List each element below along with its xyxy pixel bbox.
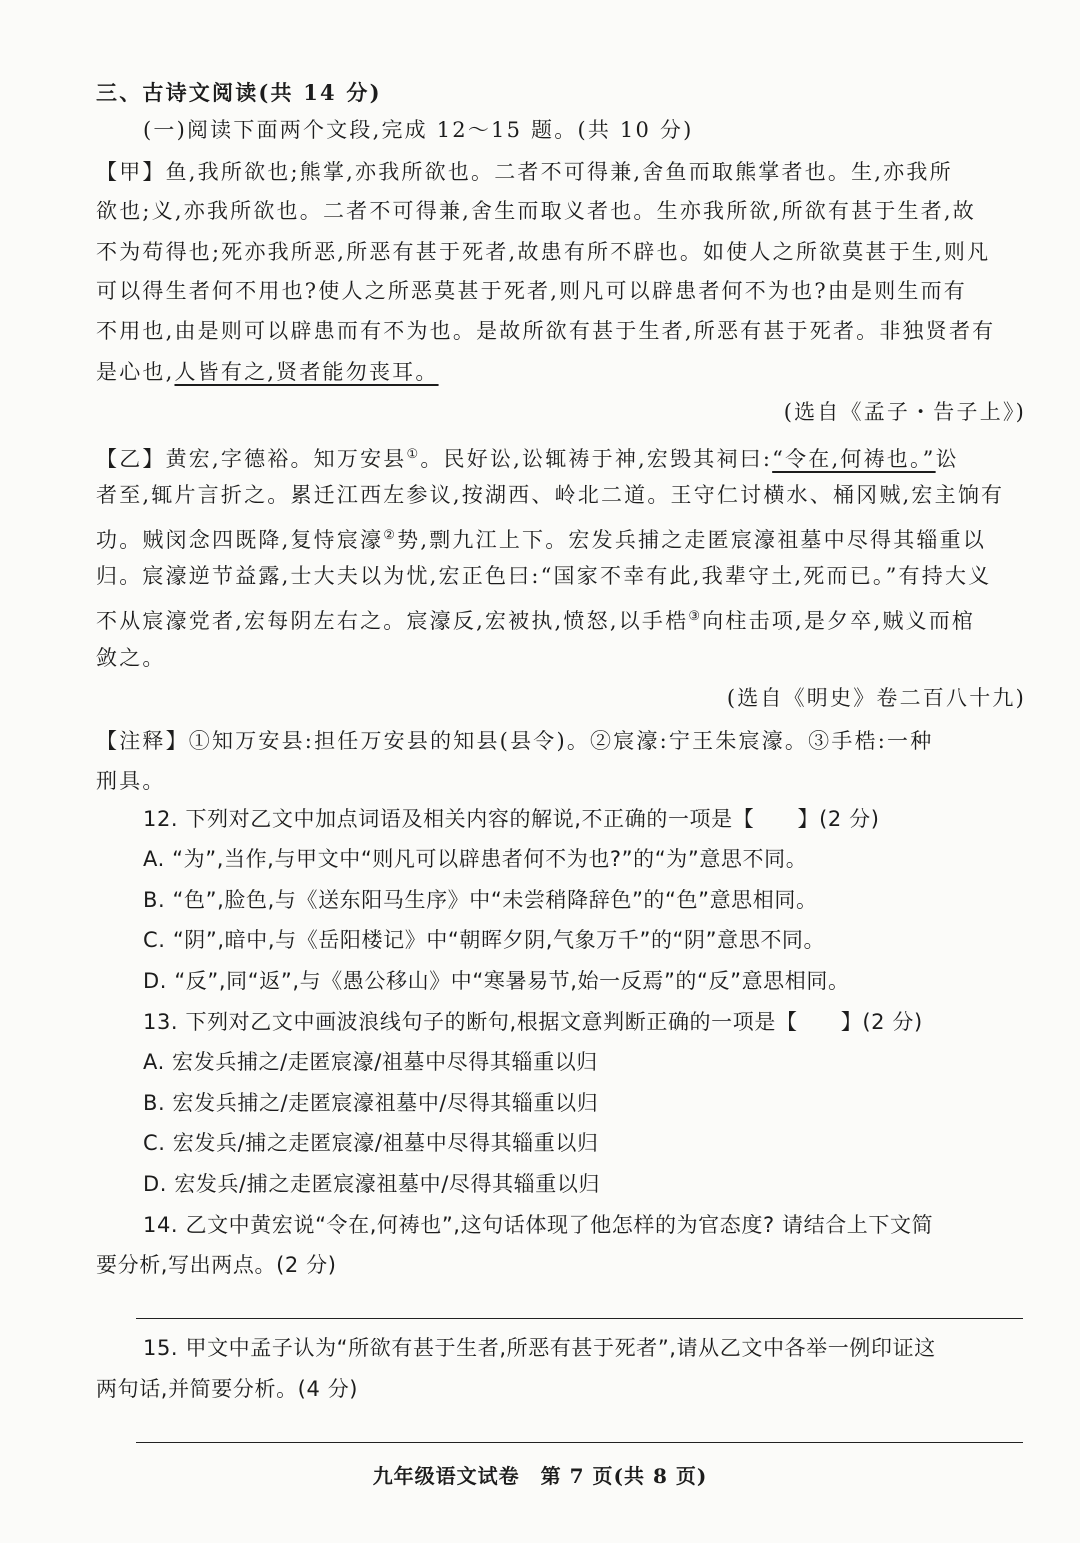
yi-line (96, 522, 1026, 554)
answer-line (136, 1318, 1023, 1319)
yi-underlined-quote: “令在,何祷也。” (772, 447, 936, 471)
footnote-marker: ② (383, 528, 398, 543)
q12-option: D. “反”,同“返”,与《愚公移山》中“寒暑易节,始一反焉”的“反”意思相同。 (143, 969, 850, 993)
q13-option: A. 宏发兵捕之/走匿宸濠/祖墓中尽得其辎重以归 (143, 1050, 598, 1074)
yi-source: (选自《明史》卷二百八十九) (726, 686, 1026, 710)
notes-line: 【注释】①知万安县:担任万安县的知县(县令)。②宸濠:宁王朱宸濠。③手梏:一种 (96, 729, 934, 753)
page-footer: 九年级语文试卷 第 7 页(共 8 页) (372, 1464, 708, 1488)
jia-line: 可以得生者何不用也?使人之所恶莫甚于死者,则凡可以辟患者何不为也?由是则生而有 (96, 279, 967, 303)
yi-text: 不从宸濠党者,宏每阴左右之。宸濠反,宏被执,愤怒,以手梏 (96, 609, 689, 633)
jia-source: (选自《孟子・告子上》) (783, 400, 1026, 424)
jia-line: 欲也;义,亦我所欲也。二者不可得兼,舍生而取义者也。生亦我所欲,所欲有甚于生者,故 (96, 199, 976, 223)
section-heading: 三、古诗文阅读(共 14 分) (96, 80, 382, 105)
q13-option: B. 宏发兵捕之/走匿宸濠祖墓中/尽得其辎重以归 (143, 1091, 599, 1115)
yi-line (96, 603, 1026, 635)
jia-line: 不用也,由是则可以辟患而有不为也。是故所欲有甚于生者,所恶有甚于死者。非独贤者有 (96, 319, 996, 343)
yi-line (96, 441, 1026, 473)
q15-stem-cont: 两句话,并简要分析。(4 分) (96, 1377, 359, 1401)
section-subheading: (一)阅读下面两个文段,完成 12～15 题。(共 10 分) (143, 118, 694, 142)
q12-stem: 12. 下列对乙文中加点词语及相关内容的解说,不正确的一项是【 】(2 分) (143, 807, 880, 831)
jia-line: 不为苟得也;死亦我所恶,所恶有甚于死者,故患有所不辟也。如使人之所欲莫甚于生,则凡 (96, 240, 991, 264)
yi-text: 【乙】黄宏,字德裕。知万安县 (96, 447, 407, 471)
q13-option: C. 宏发兵/捕之走匿宸濠/祖墓中尽得其辎重以归 (143, 1131, 599, 1155)
q14-stem: 14. 乙文中黄宏说“令在,何祷也”,这句话体现了他怎样的为官态度? 请结合上下文简 (143, 1213, 934, 1237)
footnote-marker: ① (406, 447, 421, 462)
yi-text: 。民好讼,讼辄祷于神,宏毁其祠曰: (420, 447, 773, 471)
answer-line (136, 1442, 1023, 1443)
yi-text: 功。贼闵念四既降,复恃宸濠 (96, 528, 384, 552)
q12-option: B. “色”,脸色,与《送东阳马生序》中“未尝稍降辞色”的“色”意思相同。 (143, 888, 818, 912)
notes-line: 刑具。 (96, 769, 166, 793)
jia-underlined-sentence: 人皆有之,贤者能勿丧耳。 (174, 360, 439, 384)
yi-line: 者至,辄片言折之。累迁江西左参议,按湖西、岭北二道。王守仁讨横水、桶冈贼,宏主饷有 (96, 483, 1005, 507)
q13-option: D. 宏发兵/捕之走匿宸濠祖墓中/尽得其辎重以归 (143, 1172, 601, 1196)
jia-line-last (96, 358, 1026, 386)
yi-line: 归。宸濠逆节益露,士大夫以为忧,宏正色曰:“国家不幸有此,我辈守土,死而已。”有持大义 (96, 564, 992, 588)
yi-text: 向柱击项,是夕卒,贼义而棺 (702, 609, 976, 633)
q14-stem-cont: 要分析,写出两点。(2 分) (96, 1253, 337, 1277)
yi-line: 敛之。 (96, 646, 166, 670)
q12-option: C. “阴”,暗中,与《岳阳楼记》中“朝晖夕阴,气象万千”的“阴”意思不同。 (143, 928, 826, 952)
jia-line: 【甲】鱼,我所欲也;熊掌,亦我所欲也。二者不可得兼,舍鱼而取熊掌者也。生,亦我所 (96, 160, 953, 184)
q13-stem: 13. 下列对乙文中画波浪线句子的断句,根据文意判断正确的一项是【 】(2 分) (143, 1010, 923, 1034)
footnote-marker: ③ (688, 609, 703, 624)
q12-option: A. “为”,当作,与甲文中“则凡可以辟患者何不为也?”的“为”意思不同。 (143, 847, 808, 871)
yi-text: 势,剽九江上下。宏发兵捕之走匿宸濠祖墓中尽得其辎重以 (397, 528, 987, 552)
yi-text: 讼 (935, 447, 959, 471)
q15-stem: 15. 甲文中孟子认为“所欲有甚于生者,所恶有甚于死者”,请从乙文中各举一例印证这 (143, 1336, 936, 1360)
jia-last-text: 是心也, (96, 360, 175, 384)
